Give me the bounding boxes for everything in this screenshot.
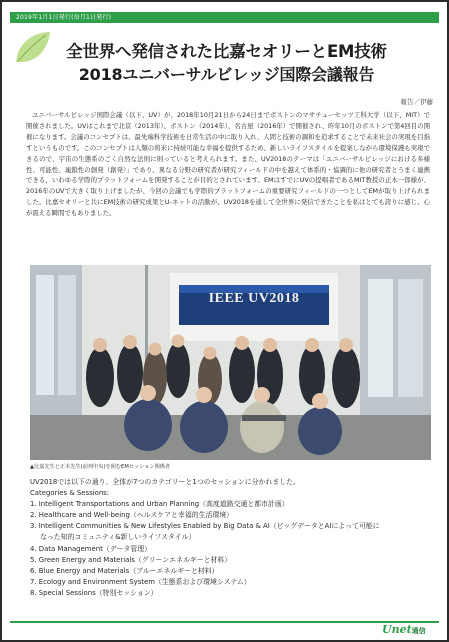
sessions-heading: Categories & Sessions: <box>30 489 110 498</box>
article-paragraph: ユニバーサルビレッジ国際会議（以下、UV）が、2018年10月21日から24日までボストンのマサチューセッツ工科大学（以下、MIT）で開催されました。UVはこれまで北京（2013年）、ボストン（2014年）、名古屋（2016年）で開催され、昨年10月のボストンで第4回目の開催になります。会議のコンセプトは、最先端科学技術を日常生活の中に取り入れ、人間と技術の調和を追求することで未来社会の実現を目指すというものです。このコンセプトは人類の将来に持続可能な幸福を提供するため、新しいライフスタイルを提案しながら環境保護も実現できるので、宇宙の生態系のごく自然な法則に則っていると考えられます。また、UV2018のテーマは「ユニバーサルビレッジにおける多様性、可能性、連鎖性の創発（創発）」であり、異なる分野の研究者が研究フィールドの中を越えて体系的・協調的に他の研究者とうまく連携できる、いわゆる学際的プラットフォームを開発することが目的とされています。EMはすでにUVの提唱者であるMIT教授の正木一郎様が、2016年のUVで大きく取り上げましたが、今回の会議でも学際的プラットフォームの重要研究フィールドの一つとしてEMが取り上げられました。比嘉セオリーと共にEM技術の研究成果とU-ネットの活動が、UV2018を通して全世界に発信できたことを私はとても誇りに感じ、心が震える瞬間でもありました。 <box>26 111 430 218</box>
headline-line-2: 2018ユニバーサルビレッジ国際会議報告 <box>78 65 375 84</box>
session-item: 4. Data Management（データ管理） <box>30 544 152 553</box>
unet-logo <box>382 623 426 636</box>
sessions-intro: UV2018では以下の通り、全体が7つのカテゴリーと1つのセッションに分かれました。 <box>30 478 300 486</box>
session-item: 8. Special Sessions（特別セッション） <box>30 588 158 597</box>
logo-sub: 通信 <box>411 627 426 635</box>
footer-rule <box>10 621 439 623</box>
reporter-credit: 報告／伊藤 <box>400 98 433 106</box>
headline-line-1: 全世界へ発信された比嘉セオリーとEM技術 <box>66 42 387 61</box>
session-item: 5. Green Energy and Materials（グリーンエネルギーと材料） <box>30 555 232 564</box>
conference-banner: IEEE UV2018 <box>208 291 300 306</box>
photo-caption: ▲比嘉先生と正木先生(前列中央)を囲むEMセッション関係者 <box>30 464 171 470</box>
logo-main: Unet <box>382 623 412 636</box>
session-item: 2. Healthcare and Well-being（ヘルスケアと幸福的生活環境） <box>30 511 234 520</box>
session-item: 7. Ecology and Environment System（生態系および環境システム） <box>30 577 251 586</box>
session-item: 3. Intelligent Communities & New Lifestyles Enabled by Big Data & AI（ビッグデータとAIによって可能に <box>30 522 380 531</box>
group-photo <box>30 265 431 460</box>
session-item-continued: なった知的コミュニティ&新しいライフスタイル） <box>40 533 196 542</box>
sessions-section <box>30 477 434 599</box>
date-bar: 2019年1月1日発行(毎月1日発行) <box>10 12 439 23</box>
session-item: 6. Blue Energy and Materials（ブルーエネルギーと材料） <box>30 566 219 575</box>
session-item: 1. Intelligent Transportations and Urban Planning（高度道路交通と都市計画） <box>30 500 289 509</box>
